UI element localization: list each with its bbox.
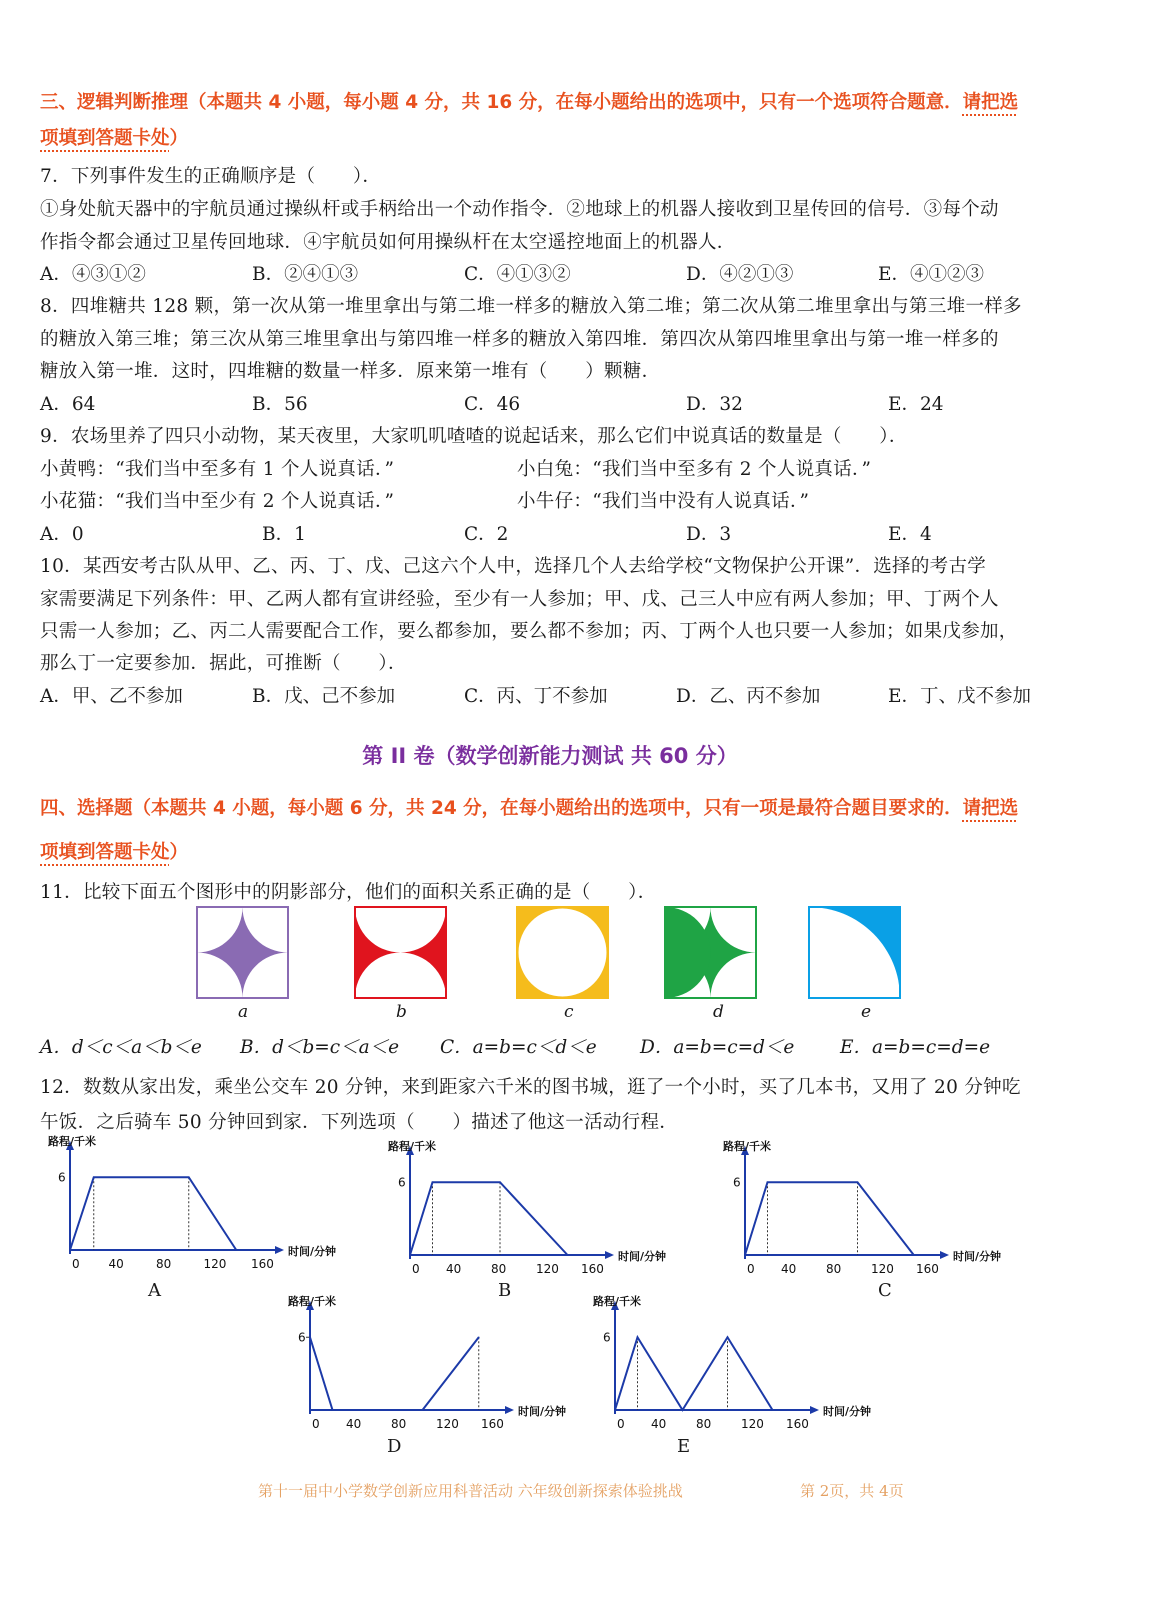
data-point: [188, 1176, 190, 1178]
q10-option-d[interactable]: D．乙、丙不参加: [676, 686, 821, 707]
figure-label-d: d: [713, 1002, 724, 1022]
x-tick-label: 80: [696, 1417, 712, 1431]
x-tick-label: 80: [491, 1262, 507, 1276]
graph-label-c: C: [878, 1280, 892, 1301]
x-tick-label: 160: [786, 1417, 809, 1431]
q7-option-a[interactable]: A．④③①②: [40, 264, 146, 285]
y-tick-label: 6: [398, 1175, 406, 1190]
x-axis-arrow: [605, 1251, 614, 1259]
q11-figures: [195, 905, 915, 1000]
q8-option-b[interactable]: B．56: [252, 394, 308, 415]
figure-a: [197, 907, 288, 998]
y-axis-label: 路程/千米: [593, 1295, 642, 1308]
x-axis-arrow: [940, 1251, 949, 1259]
x-axis-label: 时间/分钟: [953, 1250, 1002, 1263]
q9-statement-cat: 小花猫：“我们当中至少有 2 个人说真话．”: [40, 491, 395, 512]
q7-option-c[interactable]: C．④①③②: [464, 264, 571, 285]
q10-option-b[interactable]: B．戊、己不参加: [252, 686, 396, 707]
q11-option-e[interactable]: E．a=b=c=d=e: [840, 1037, 991, 1058]
q10-line4: 那么丁一定要参加．据此，可推断（ ）．: [40, 653, 407, 674]
graph-label-b: B: [498, 1280, 512, 1301]
q9-statement-cowboy: 小牛仔：“我们当中没有人说真话．”: [517, 491, 810, 512]
section4-heading-close: ）: [169, 842, 189, 863]
x-tick-label: 120: [536, 1262, 559, 1276]
q11-option-d[interactable]: D．a=b=c=d＜e: [640, 1037, 795, 1058]
q10-line2: 家需要满足下列条件：甲、乙两人都有宣讲经验，至少有一人参加；甲、戊、己三人中应有两人参加；甲、丁两个人: [40, 589, 999, 610]
q11-option-c[interactable]: C．a=b=c＜d＜e: [440, 1037, 597, 1058]
data-point: [478, 1336, 480, 1338]
section4-heading-text: 四、选择题（本题共 4 小题，每小题 6 分，共 24 分，在每小题给出的选项中，只有一项是最符合题目要求的．: [40, 798, 963, 819]
data-point: [235, 1249, 237, 1251]
data-point: [499, 1181, 501, 1183]
y-tick-label: 6: [58, 1170, 66, 1185]
data-point: [567, 1254, 569, 1256]
figure-label-e: e: [861, 1002, 872, 1022]
series-line: [615, 1337, 773, 1410]
q7-option-e[interactable]: E．④①②③: [878, 264, 985, 285]
q8-option-c[interactable]: C．46: [464, 394, 521, 415]
q8-line1: 8．四堆糖共 128 颗，第一次从第一堆里拿出与第二堆一样多的糖放入第二堆；第二次从第二堆里拿出与第三堆一样多: [40, 296, 1022, 317]
x-tick-label: 40: [781, 1262, 797, 1276]
x-tick-label: 120: [436, 1417, 459, 1431]
q9-option-c[interactable]: C．2: [464, 524, 509, 545]
section3-heading-emph: 请把选: [962, 92, 1019, 113]
y-tick-label: 6: [298, 1330, 306, 1345]
q8-line3: 糖放入第一堆．这时，四堆糖的数量一样多．原来第一堆有（ ）颗糖．: [40, 361, 661, 382]
data-point: [614, 1409, 616, 1411]
data-point: [744, 1254, 746, 1256]
q9-options: [40, 520, 932, 546]
data-point: [432, 1181, 434, 1183]
data-point: [682, 1409, 684, 1411]
q10-line3: 只需一人参加；乙、丙二人需要配合工作，要么都参加，要么都不参加；丙、丁两个人也只要一人参加；如果戊参加，: [40, 621, 1018, 642]
q12-graph-a[interactable]: [40, 1135, 340, 1280]
q7-options: [40, 260, 984, 286]
graph-label-a: A: [148, 1280, 161, 1301]
series-line: [70, 1177, 236, 1250]
x-tick-label: 160: [251, 1257, 274, 1271]
data-point: [913, 1254, 915, 1256]
y-axis-label: 路程/千米: [388, 1140, 437, 1153]
section3-heading-line1: [40, 88, 1018, 114]
footer-title: 第十一届中小学数学创新应用科普活动 六年级创新探索体验挑战: [258, 1482, 683, 1500]
data-point: [727, 1336, 729, 1338]
q8-options: [40, 390, 944, 416]
q9-statement-rabbit: 小白兔：“我们当中至多有 2 个人说真话．”: [517, 459, 872, 480]
q9-option-a[interactable]: A．0: [40, 524, 84, 545]
q12-graph-d[interactable]: [280, 1295, 570, 1435]
q7-option-b[interactable]: B．②④①③: [252, 264, 359, 285]
x-tick-label: 0: [617, 1417, 625, 1431]
y-axis-label: 路程/千米: [723, 1140, 772, 1153]
part2-title: 第 II 卷（数学创新能力测试 共 60 分）: [362, 744, 738, 768]
x-tick-label: 160: [916, 1262, 939, 1276]
x-tick-label: 120: [203, 1257, 227, 1271]
q9-option-b[interactable]: B．1: [262, 524, 306, 545]
data-point: [857, 1181, 859, 1183]
q9-stem: 9．农场里养了四只小动物，某天夜里，大家叽叽喳喳的说起话来，那么它们中说真话的数量是（ ）．: [40, 426, 908, 447]
graph-label-e: E: [677, 1436, 691, 1457]
series-line: [410, 1182, 568, 1255]
graph-label-d: D: [387, 1436, 402, 1457]
q8-option-d[interactable]: D．32: [686, 394, 743, 415]
data-point: [309, 1336, 311, 1338]
q12-graph-b[interactable]: [380, 1140, 670, 1280]
x-tick-label: 40: [651, 1417, 667, 1431]
q7-line1: ①身处航天器中的宇航员通过操纵杆或手柄给出一个动作指令．②地球上的机器人接收到卫星传回的信号．③每个动: [40, 199, 999, 220]
x-tick-label: 0: [747, 1262, 755, 1276]
figure-e: [809, 907, 900, 998]
x-tick-label: 80: [826, 1262, 842, 1276]
footer-page: 第 2页，共 4页: [800, 1482, 904, 1500]
x-tick-label: 40: [108, 1257, 124, 1271]
figure-c-circle: [519, 909, 607, 997]
section3-heading-text: 三、逻辑判断推理（本题共 4 小题，每小题 4 分，共 16 分，在每小题给出的选项中，只有一个选项符合题意．: [40, 92, 963, 113]
figure-b: [355, 907, 446, 998]
q8-option-e[interactable]: E．24: [888, 394, 944, 415]
q8-option-a[interactable]: A．64: [40, 394, 96, 415]
x-tick-label: 0: [412, 1262, 420, 1276]
x-tick-label: 160: [481, 1417, 504, 1431]
x-tick-label: 40: [446, 1262, 462, 1276]
x-axis-arrow: [505, 1406, 514, 1414]
section4-heading-emph2: 项填到答题卡处: [40, 842, 170, 863]
figure-label-b: b: [396, 1002, 407, 1022]
q12-graph-e[interactable]: [585, 1295, 875, 1435]
x-tick-label: 0: [72, 1257, 80, 1271]
x-tick-label: 80: [156, 1257, 172, 1271]
x-axis-label: 时间/分钟: [288, 1245, 337, 1258]
q12-graph-c[interactable]: [715, 1140, 1005, 1280]
data-point: [93, 1176, 95, 1178]
section3-heading-close: ）: [169, 128, 189, 149]
q11-option-a[interactable]: A．d＜c＜a＜b＜e: [40, 1037, 202, 1058]
q9-statement-duck: 小黄鸭：“我们当中至多有 1 个人说真话．”: [40, 459, 395, 480]
figure-label-c: c: [564, 1002, 574, 1022]
x-tick-label: 160: [581, 1262, 604, 1276]
y-tick-label: 6: [733, 1175, 741, 1190]
section3-heading-emph2: 项填到答题卡处: [40, 128, 170, 149]
x-tick-label: 0: [312, 1417, 320, 1431]
data-point: [772, 1409, 774, 1411]
q10-option-a[interactable]: A．甲、乙不参加: [40, 686, 183, 707]
x-axis-arrow: [810, 1406, 819, 1414]
figure-label-a: a: [238, 1002, 249, 1022]
x-tick-label: 80: [391, 1417, 407, 1431]
q9-option-d[interactable]: D．3: [686, 524, 732, 545]
figure-c: [517, 907, 608, 998]
series-line: [745, 1182, 914, 1255]
x-axis-label: 时间/分钟: [518, 1405, 567, 1418]
q10-options: [40, 682, 1031, 708]
x-axis-arrow: [275, 1246, 284, 1254]
x-axis-label: 时间/分钟: [618, 1250, 667, 1263]
q7-stem: 7．下列事件发生的正确顺序是（ ）．: [40, 166, 382, 187]
q8-line2: 的糖放入第三堆；第三次从第三堆里拿出与第四堆一样多的糖放入第四堆．第四次从第四堆里拿出与第一堆一样多的: [40, 329, 999, 350]
x-tick-label: 120: [871, 1262, 894, 1276]
q12-line1: 12．数数从家出发，乘坐公交车 20 分钟，来到距家六千米的图书城，逛了一个小时，买了几本书，又用了 20 分钟吃: [40, 1077, 1021, 1098]
q7-line2: 作指令都会通过卫星传回地球．④宇航员如何用操纵杆在太空遥控地面上的机器人．: [40, 232, 736, 253]
data-point: [767, 1181, 769, 1183]
q7-option-d[interactable]: D．④②①③: [686, 264, 794, 285]
x-tick-label: 40: [346, 1417, 362, 1431]
data-point: [637, 1336, 639, 1338]
figure-d: [665, 907, 756, 998]
data-point: [422, 1409, 424, 1411]
y-axis-label: 路程/千米: [48, 1135, 97, 1148]
data-point: [332, 1409, 334, 1411]
q10-option-e[interactable]: E．丁、戊不参加: [888, 686, 1032, 707]
q12-line2: 午饭．之后骑车 50 分钟回到家．下列选项（ ）描述了他这一活动行程．: [40, 1112, 679, 1133]
section4-heading-line2: [40, 838, 188, 864]
section4-heading-emph: 请把选: [962, 798, 1019, 819]
section3-heading-line2: [40, 124, 188, 150]
q10-line1: 10．某西安考古队从甲、乙、丙、丁、戊、己这六个人中，选择几个人去给学校“文物保护公开课”．选择的考古学: [40, 556, 987, 577]
data-point: [409, 1254, 411, 1256]
q11-option-b[interactable]: B．d＜b=c＜a＜e: [240, 1037, 400, 1058]
y-axis-label: 路程/千米: [288, 1295, 337, 1308]
x-axis-label: 时间/分钟: [823, 1405, 872, 1418]
section4-heading-line1: [40, 794, 1018, 820]
y-tick-label: 6: [603, 1330, 611, 1345]
data-point: [69, 1249, 71, 1251]
x-tick-label: 120: [741, 1417, 764, 1431]
q10-option-c[interactable]: C．丙、丁不参加: [464, 686, 608, 707]
q11-options: [40, 1033, 990, 1059]
q9-option-e[interactable]: E．4: [888, 524, 932, 545]
q11-stem: 11．比较下面五个图形中的阴影部分，他们的面积关系正确的是（ ）．: [40, 882, 657, 903]
series-line: [310, 1337, 479, 1410]
